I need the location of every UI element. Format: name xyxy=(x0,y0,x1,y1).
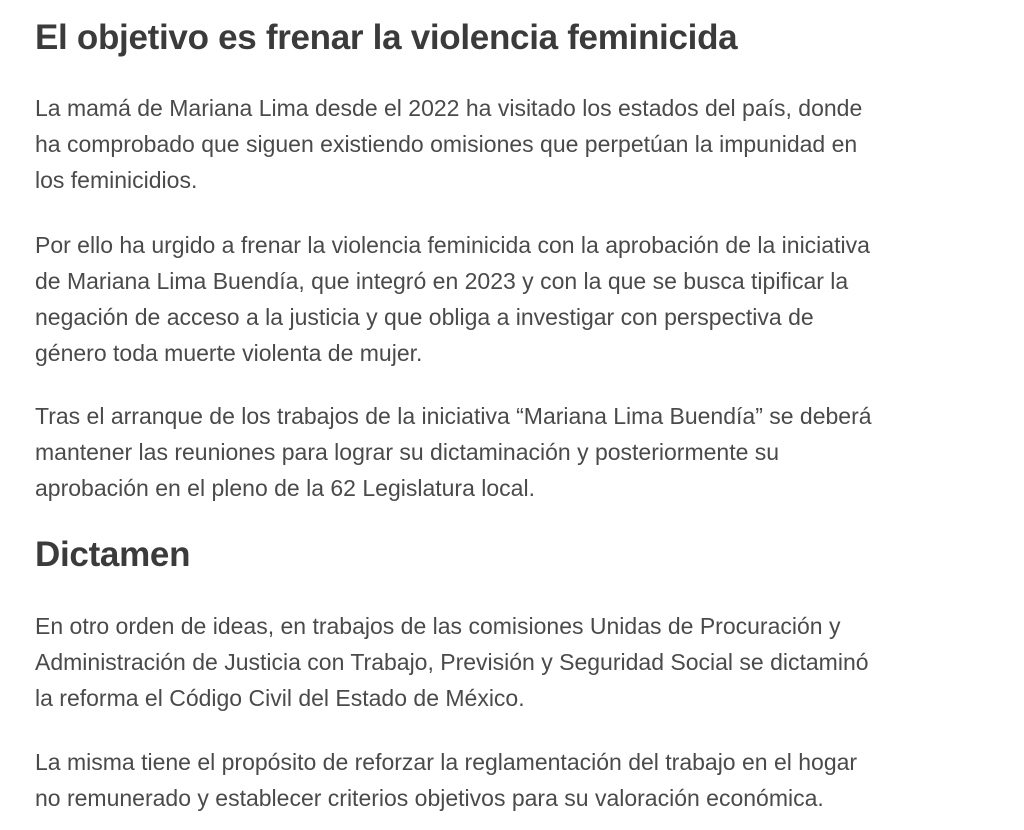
paragraph-line: Administración de Justicia con Trabajo, Previsión y Seguridad Social se dictaminó xyxy=(35,649,869,675)
paragraph-3 xyxy=(35,398,975,506)
paragraph-line: mantener las reuniones para lograr su dictaminación y posteriormente su xyxy=(35,439,780,465)
paragraph-1 xyxy=(35,90,975,198)
paragraph-2 xyxy=(35,227,975,371)
paragraph-line: los feminicidios. xyxy=(35,167,198,193)
paragraph-line: la reforma el Código Civil del Estado de México. xyxy=(35,685,525,711)
paragraph-line: aprobación en el pleno de la 62 Legislatura local. xyxy=(35,475,535,501)
paragraph-5 xyxy=(35,744,975,816)
paragraph-line: En otro orden de ideas, en trabajos de las comisiones Unidas de Procuración y xyxy=(35,613,841,639)
paragraph-line: ha comprobado que siguen existiendo omisiones que perpetúan la impunidad en xyxy=(35,131,858,157)
paragraph-line: Por ello ha urgido a frenar la violencia feminicida con la aprobación de la iniciativa xyxy=(35,232,870,258)
paragraph-line: La misma tiene el propósito de reforzar la reglamentación del trabajo en el hogar xyxy=(35,749,858,775)
paragraph-line: Tras el arranque de los trabajos de la iniciativa “Mariana Lima Buendía” se deberá xyxy=(35,403,872,429)
paragraph-line: de Mariana Lima Buendía, que integró en 2023 y con la que se busca tipificar la xyxy=(35,268,849,294)
paragraph-line: género toda muerte violenta de mujer. xyxy=(35,340,423,366)
paragraph-4 xyxy=(35,608,975,716)
paragraph-line: La mamá de Mariana Lima desde el 2022 ha visitado los estados del país, donde xyxy=(35,95,863,121)
paragraph-line: no remunerado y establecer criterios objetivos para su valoración económica. xyxy=(35,785,824,811)
paragraph-line: negación de acceso a la justicia y que obliga a investigar con perspectiva de xyxy=(35,304,814,330)
section-heading-dictamen: Dictamen xyxy=(35,535,191,574)
section-heading-objective: El objetivo es frenar la violencia feminicida xyxy=(35,18,738,57)
